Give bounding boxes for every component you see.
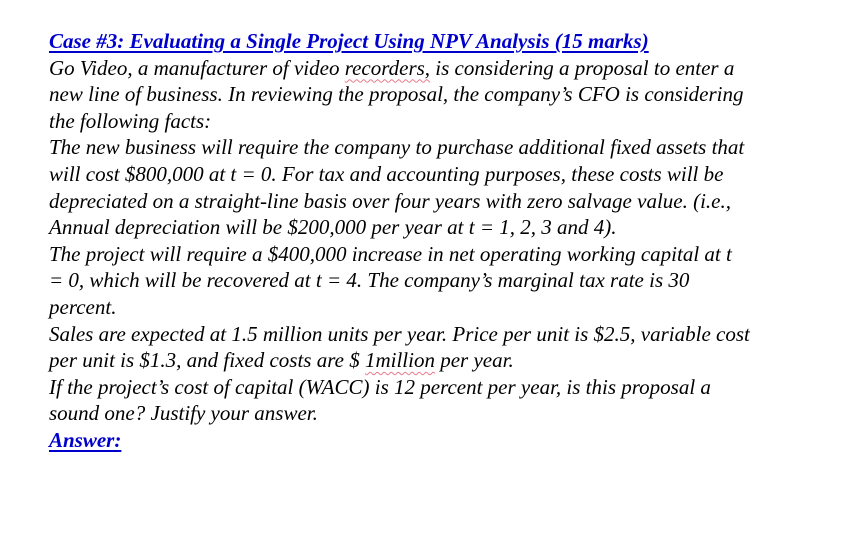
text-line-13: If the project’s cost of capital (WACC) is 12 percent per year, is this proposal a [49,374,711,399]
document-body [49,28,849,454]
text-line-3: the following facts: [49,108,212,133]
text-line-12 [49,347,849,374]
text-line-8: The project will require a $400,000 increase in net operating working capital at t [49,241,732,266]
text-line-1 [49,55,849,82]
text-segment: per unit is $1.3, and fixed costs are $ [49,348,365,373]
text-segment: is considering a proposal to enter a [430,55,735,80]
text-line-4: The new business will require the company to purchase additional fixed assets that [49,135,745,160]
answer-label: Answer: [49,427,122,452]
text-segment: per year. [434,348,514,373]
spellcheck-word-recorders[interactable]: recorders, [344,55,431,80]
text-line-9: = 0, which will be recovered at t = 4. The company’s marginal tax rate is 30 [49,268,690,293]
text-line-14: sound one? Justify your answer. [49,401,318,426]
text-segment: Go Video, a manufacturer of video [49,55,345,80]
text-line-10: percent. [49,294,117,319]
case-title: Case #3: Evaluating a Single Project Using NPV Analysis (15 marks) [49,29,649,53]
text-line-7: Annual depreciation will be $200,000 per year at t = 1, 2, 3 and 4). [49,215,617,240]
spellcheck-word-1million[interactable]: 1million [364,348,435,373]
text-line-2: new line of business. In reviewing the proposal, the company’s CFO is considering [49,82,744,107]
text-line-5: will cost $800,000 at t = 0. For tax and accounting purposes, these costs will be [49,161,724,186]
text-line-6: depreciated on a straight-line basis over four years with zero salvage value. (i.e., [49,188,731,213]
text-line-11: Sales are expected at 1.5 million units per year. Price per unit is $2.5, variable cost [49,321,750,346]
